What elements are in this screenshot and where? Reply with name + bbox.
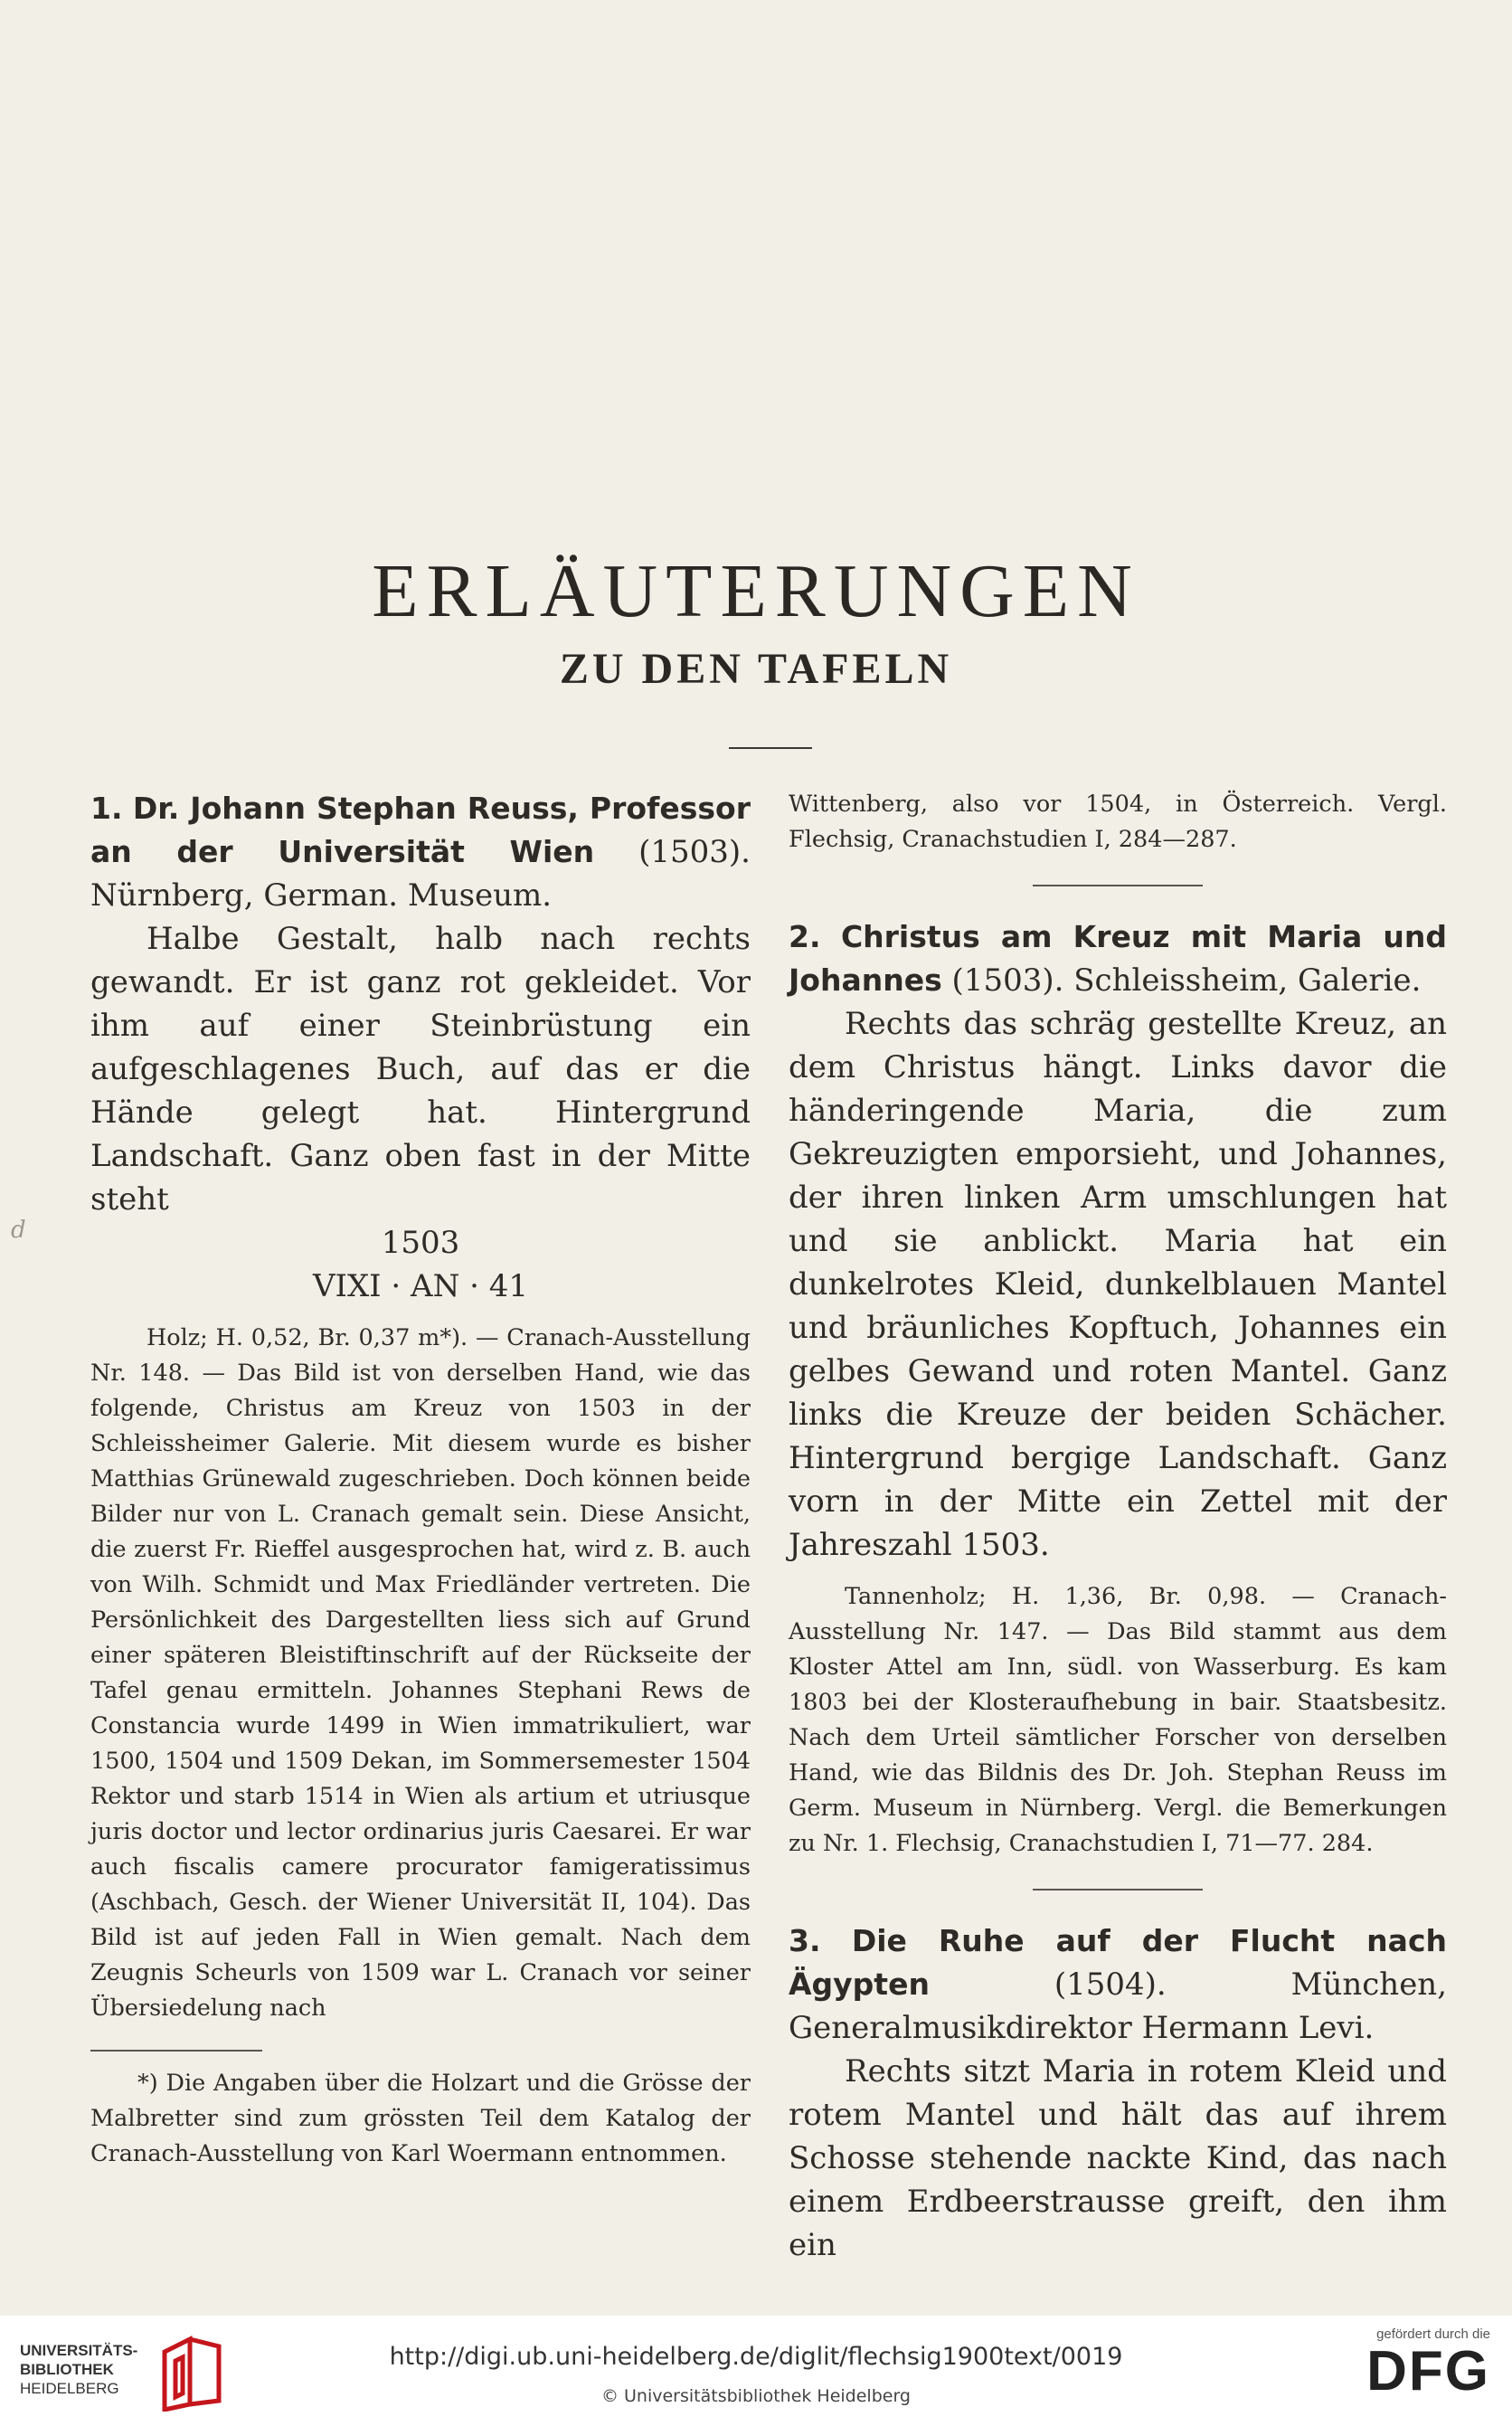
section-separator xyxy=(1033,885,1203,886)
dfg-logo[interactable] xyxy=(1346,2326,1490,2402)
title-divider xyxy=(729,747,812,749)
library-name-line-2: BIBLIOTHEK xyxy=(20,2361,114,2378)
footnote-rule xyxy=(90,2050,262,2052)
inscription-year: 1503 xyxy=(381,1225,460,1261)
entry-3-title: Die Ruhe auf der Flucht nach Ägypten xyxy=(789,1923,1447,2002)
entry-1-notes: Holz; H. 0,52, Br. 0,37 m*). — Cranach-Ausstellung Nr. 148. — Das Bild ist von derselben Hand, wie das folgende, Christus am Kreuz von 1503 in der Schleissheimer Galerie. Mit diesem wurde es bisher Matthias Grünewald zugeschrieben. Doch können beide Bilder nur von L. Cranach gemalt sein. Diese Ansicht, die zuerst Fr. Rieffel ausgesprochen hat, wird z. B. auch von Wilh. Schmidt und Max Friedländer vertreten. Die Persönlichkeit des Dargestellten liess sich auf Grund einer späteren Bleistiftinschrift auf der Rückseite der Tafel genau ermitteln. Johannes Stephani Rews de Constancia wurde 1499 in Wien immatrikuliert, war 1500, 1504 und 1509 Dekan, im Sommersemester 1504 Rektor und starb 1514 in Wien als artium et utriusque juris doctor und lector ordinarius juris Caesarei. Er war auch fiscalis camere procurator famigeratissimus (Aschbach, Gesch. der Wiener Universität II, 104). Das Bild ist auf jeden Fall in Wien gemalt. Nach dem Zeugnis Scheurls von 1509 war L. Cranach vor seiner Übersiedelung nach xyxy=(90,1324,751,2022)
entry-1-notes-continued: Wittenberg, also vor 1504, in Österreich. Vergl. Flechsig, Cranachstudien I, 284—287. xyxy=(789,791,1447,853)
margin-pencil-mark: d xyxy=(11,1217,26,1244)
entry-1-location: Nürnberg, German. Museum. xyxy=(90,877,553,914)
page-title: ERLÄUTERUNGEN xyxy=(372,549,1140,633)
footnote: *) Die Angaben über die Holzart und die Grösse der Malbretter sind zum grössten Teil dem Katalog der Cranach-Ausstellung von Karl Woermann entnommen. xyxy=(90,2070,751,2167)
entry-1-year: (1503). xyxy=(638,834,751,870)
permalink-url[interactable]: http://digi.ub.uni-heidelberg.de/diglit/flechsig1900text/0019 xyxy=(389,2343,1123,2371)
dfg-caption: gefördert durch die xyxy=(1376,2326,1490,2342)
entry-2-heading xyxy=(789,915,1447,1002)
entry-2-number: 2. xyxy=(789,919,821,954)
entry-2-location: Schleissheim, Galerie. xyxy=(1073,962,1422,999)
entry-3-location: München, Generalmusikdirektor Hermann Levi. xyxy=(789,1966,1448,2046)
library-name-line-1: UNIVERSITÄTS- xyxy=(20,2342,138,2359)
dfg-wordmark: DFG xyxy=(1366,2340,1490,2402)
entry-3-year: (1504). xyxy=(1054,1966,1167,2003)
right-column xyxy=(789,787,1447,2267)
entry-3-description: Rechts sitzt Maria in rotem Kleid und rotem Mantel und hält das auf ihrem Schosse stehende nackte Kind, das nach einem Erdbeerstrausse greift, den ihm ein xyxy=(789,2053,1447,2263)
inscription-text: VIXI · AN · 41 xyxy=(312,1268,529,1304)
entry-1-number: 1. xyxy=(90,791,123,826)
entry-1-description: Halbe Gestalt, halb nach rechts gewandt. Er ist ganz rot gekleidet. Vor ihm auf einer Steinbrüstung ein aufgeschlagenes Buch, auf das er die Hände gelegt hat. Hintergrund Landschaft. Ganz oben fast in der Mitte steht xyxy=(90,921,751,1218)
entry-2-notes: Tannenholz; H. 1,36, Br. 0,98. — Cranach-Ausstellung Nr. 147. — Das Bild stammt aus dem Kloster Attel am Inn, südl. von Wasserburg. Es kam 1803 bei der Klosteraufhebung in bair. Staatsbesitz. Nach dem Urteil sämtlicher Forscher von derselben Hand, wie das Bildnis des Dr. Joh. Stephan Reuss im Germ. Museum in Nürnberg. Vergl. die Bemerkungen zu Nr. 1. Flechsig, Cranachstudien I, 71—77. 284. xyxy=(789,1583,1447,1857)
entry-3-heading xyxy=(789,1919,1447,2050)
entry-1-heading xyxy=(90,787,751,917)
entry-1-title: Dr. Johann Stephan Reuss, Professor an der Universität Wien xyxy=(90,791,751,869)
page-subtitle: ZU DEN TAFELN xyxy=(559,645,953,693)
library-name-line-3: HEIDELBERG xyxy=(20,2380,119,2397)
entry-2-description: Rechts das schräg gestellte Kreuz, an dem Christus hängt. Links davor die händeringende Maria, die zum Gekreuzigten emporsieht, und Johannes, der ihren linken Arm umschlungen hat und sie anblickt. Maria hat ein dunkelrotes Kleid, dunkelblauen Mantel und bräunliches Kopftuch, Johannes ein gelbes Gewand und roten Mantel. Ganz links die Kreuze der beiden Schächer. Hintergrund bergige Landschaft. Ganz vorn in der Mitte ein Zettel mit der Jahreszahl 1503. xyxy=(789,1006,1447,1563)
left-column xyxy=(90,787,751,2172)
entry-3-number: 3. xyxy=(789,1923,821,1958)
section-separator xyxy=(1033,1889,1203,1891)
entry-2-title: Christus am Kreuz mit Maria und Johannes xyxy=(789,919,1447,998)
digitization-footer xyxy=(0,2316,1512,2426)
copyright-notice: © Universitätsbibliothek Heidelberg xyxy=(600,2386,911,2406)
entry-2-year: (1503). xyxy=(951,962,1064,999)
